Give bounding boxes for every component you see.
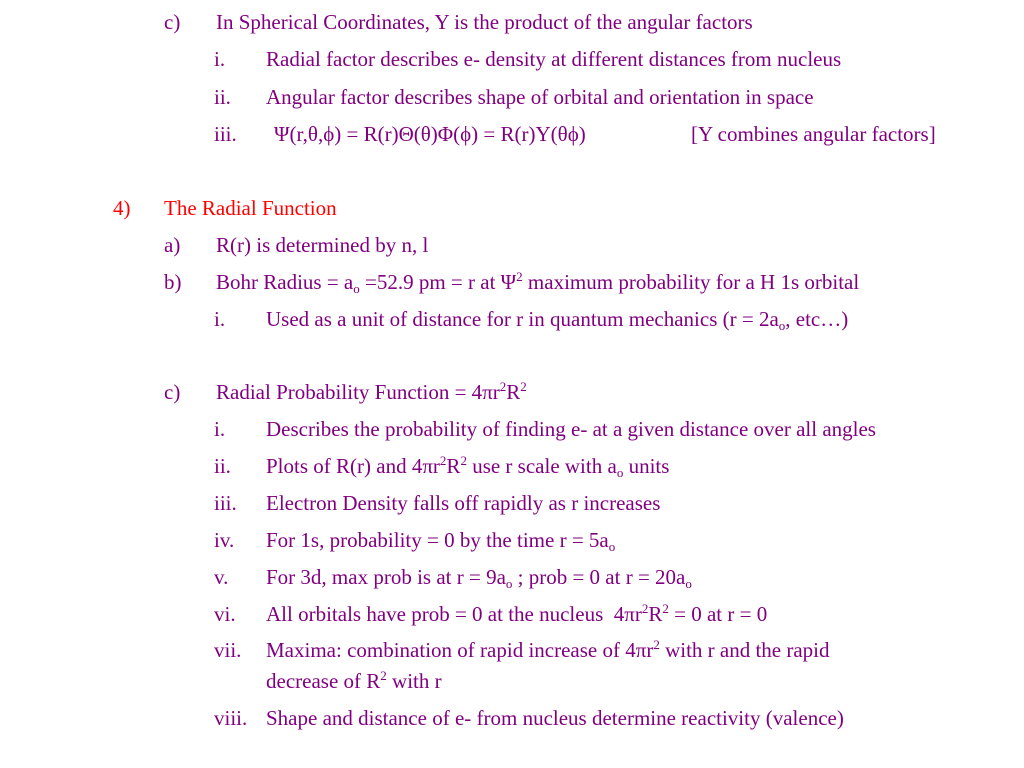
section-4a-text: R(r) is determined by n, l [216,233,429,257]
list-marker: iv. [214,528,235,552]
section-3c-text: In Spherical Coordinates, Y is the product of the angular factors [216,10,753,34]
list-marker: i. [214,417,226,441]
list-marker: viii. [214,706,248,730]
list-item-text: Maxima: combination of rapid increase of $4\pi r^2$ with r and the rapid [266,637,830,662]
list-marker: ii. [214,454,231,478]
list-item-text: Shape and distance of e- from nucleus determine reactivity (valence) [266,706,844,730]
list-item-text: For 3d, max prob is at $r = 9a_o$ ; prob = 0 at $r = 20a_o$ [266,565,692,591]
list-marker: i. [214,47,226,71]
radial-probability-text: Radial Probability Function = $4\pi r^2R^2$ [216,379,527,404]
list-item-text: Electron Density falls off rapidly as r increases [266,491,661,515]
list-marker: vi. [214,602,236,626]
list-item-text: Angular factor describes shape of orbital and orientation in space [266,85,814,109]
list-marker: c) [164,380,181,404]
list-marker: v. [214,565,229,589]
list-marker: i. [214,307,226,331]
list-marker: ii. [214,85,231,109]
list-item-text: Describes the probability of finding e- at a given distance over all angles [266,417,876,441]
list-item-text: For 1s, probability = 0 by the time $r = 5a_o$ [266,528,616,554]
list-item-text: Plots of R(r) and $4\pi r^2R^2$ use r scale with $a_o$ units [266,453,670,480]
list-item-text: Used as a unit of distance for r in quantum mechanics ($r = 2a_o$, etc…) [266,307,849,333]
list-marker: vii. [214,638,242,662]
list-item-text: Radial factor describes e- density at different distances from nucleus [266,47,842,71]
bohr-radius-text: Bohr Radius = $a_o =52.9$ pm = r at $\Psi^2$ maximum probability for a H 1s orbital [216,269,860,296]
list-marker: b) [164,270,182,294]
list-item-text-continued: decrease of $R^2$ with r [266,668,442,693]
wavefunction-equation: Ψ(r,θ,ϕ) = R(r)Θ(θ)Φ(ϕ) = R(r)Y(θϕ) [274,122,586,146]
list-marker: a) [164,233,181,257]
equation-note: [Y combines angular factors] [691,122,936,146]
section-title: The Radial Function [164,196,337,220]
list-marker: iii. [214,122,237,146]
section-number: 4) [113,196,131,220]
list-item-text: All orbitals have prob = 0 at the nucleus $4\pi r^2R^2 = 0$ at r = 0 [266,601,768,626]
list-marker: iii. [214,491,237,515]
list-marker: c) [164,10,181,34]
